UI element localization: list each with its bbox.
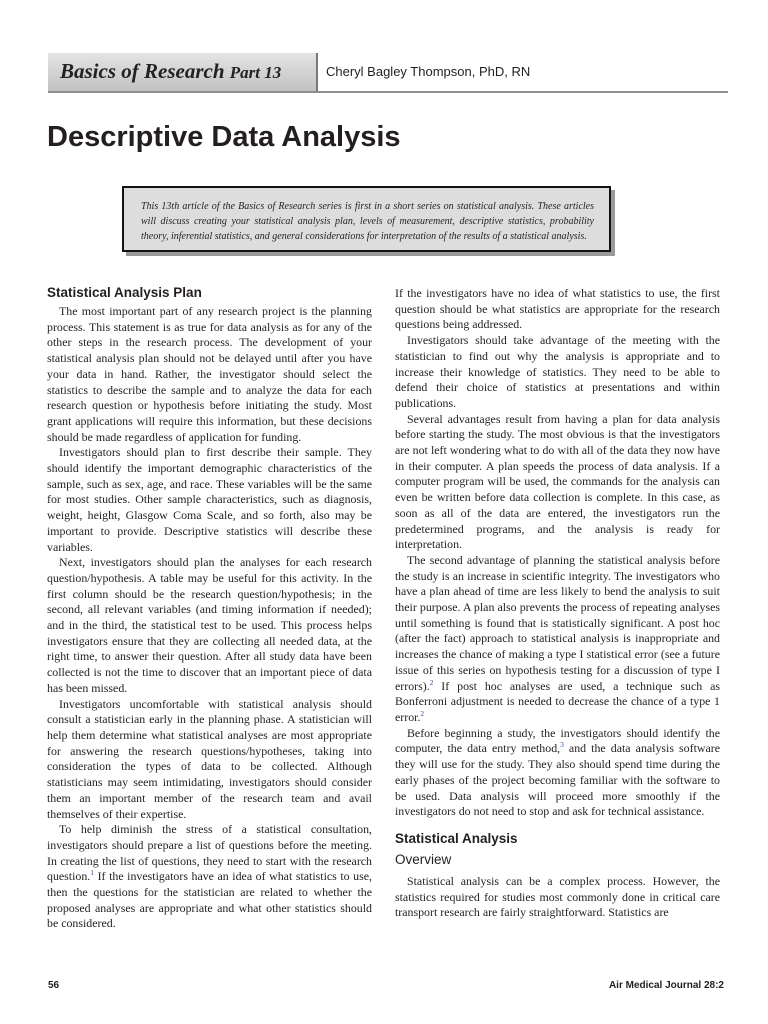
right-column <box>395 286 720 921</box>
series-part: Part 13 <box>229 63 282 82</box>
text-run: If post hoc analyses are used, a technique such as Bonferroni adjustment is needed to decrease the chance of a type 1 error. <box>395 678 720 724</box>
paragraph: Statistical analysis can be a complex process. However, the statistics required for studies most commonly done in critical care transport research are fairly straightforward. Statistics are <box>395 873 720 920</box>
abstract-text: This 13th article of the Basics of Research series is first in a short series on statistical analysis. These articles will discuss creating your statistical analysis plan, levels of measurement, descriptive statistics, probability theory, inferential statistics, and general considerations for interpretation of the results of a statistical analysis. <box>141 201 594 242</box>
series-banner <box>48 53 728 93</box>
paragraph <box>395 553 720 726</box>
text-run: The second advantage of planning the statistical analysis before the study is an increase in scientific integrity. The investigators who have a plan ahead of time are less likely to bend the analysis to suit their purpose. A plan also prevents the process of repeating analyses until something is found that is statistically significant. A post hoc (after the fact) approach to statistical analysis is inappropriate and increases the chance of making a type I statistical error (see a future issue of this series on hypothesis testing for a discussion of type I errors). <box>395 552 720 693</box>
paragraph: Investigators should plan to first describe their sample. They should identify the important demographic characteristics of the sample, such as sex, age, and race. These variables will be the same for most studies. Other sample characteristics, such as diagnosis, weight, height, Glasgow Coma Scale, and so forth, also may be important to provide. Descriptive statistics will describe these variables. <box>47 445 372 554</box>
section-heading-statistical-analysis: Statistical Analysis <box>395 830 518 846</box>
paragraph: Next, investigators should plan the analyses for each research question/hypothesis. A table may be useful for this activity. In the first column should be the research question/hypothesis; in the second, all relevant variables (and timing information if needed); and in the third, the statistical test to be used. This process helps investigators ensure that they are collecting all needed data, at the right time, to answer their question. After all study data have been collected is not the time to discover that an important piece of data has been missed. <box>47 555 372 695</box>
series-name: Basics of Research <box>60 59 225 83</box>
paragraph <box>395 726 720 820</box>
page-number: 56 <box>48 980 60 991</box>
text-run: If the investigators have an idea of what statistics to use, then the questions for the statistician are related to whether the proposed analyses are appropriate and what other statistics should be considered. <box>47 869 372 931</box>
left-column <box>47 284 372 932</box>
citation-link[interactable]: 2 <box>429 677 434 687</box>
text-run: Before beginning a study, the investigators should identify the computer, the data entry method, <box>395 725 720 756</box>
paragraph: The most important part of any research project is the planning process. This statement is as true for data analysis as for any of the other steps in the research process. The development of your statistical analysis plan should not be delayed until after you have your data in hand. Rather, the investigator should select the statistics to describe the sample and to analyze the data for each research question or hypothesis before initiating the study. Most grant applications will require this information, but these decisions should be made regardless of application for funding. <box>47 304 372 444</box>
series-title <box>60 59 281 84</box>
series-title-box <box>48 53 318 91</box>
text-run: and the data analysis software they will use for the study. They also should spend time during the early phases of the project becoming familiar with the software to be used. Data analysis will proceed more smoothly if the investigators do not need to stop and ask for technical assistance. <box>395 741 720 819</box>
article-title: Descriptive Data Analysis <box>47 121 401 153</box>
paragraph: Investigators should take advantage of the meeting with the statistician to find out why the analysis is appropriate and to increase their knowledge of statistics. They need to be able to defend their choice of statistics at presentations and within publications. <box>395 333 720 410</box>
citation-link[interactable]: 3 <box>560 740 564 750</box>
journal-citation: Air Medical Journal 28:2 <box>608 980 724 991</box>
text-run: To help diminish the stress of a statistical consultation, investigators should prepare a list of questions before the meeting. In creating the list of questions, they need to start with the research question. <box>47 822 372 884</box>
paragraph: Several advantages result from having a plan for data analysis before starting the study. The most obvious is that the investigators are not left wondering what to do with all of the data they now have in their computer. A plan speeds the process of data analysis. If a computer program will be used, the commands for the analysis can even be written before data collection is complete. In this case, as soon as all of the data are entered, the investigators run the predetermined programs, and the analysis is ready for interpretation. <box>395 411 720 552</box>
author-byline: Cheryl Bagley Thompson, PhD, RN <box>326 64 531 79</box>
citation-link[interactable]: 1 <box>90 868 95 878</box>
abstract-box <box>122 186 611 252</box>
section-heading-analysis-plan: Statistical Analysis Plan <box>47 285 202 300</box>
citation-link[interactable]: 2 <box>420 708 425 718</box>
paragraph <box>47 822 372 932</box>
paragraph: If the investigators have no idea of what statistics to use, the first question should be what statistics are appropriate for the research questions being addressed. <box>395 286 720 332</box>
subsection-heading-overview: Overview <box>395 851 452 867</box>
paragraph: Investigators uncomfortable with statistical analysis should consult a statistician early in the planning phase. A statistician will help them determine what statistical analyses are most appropriate for answering the research questions/hypotheses, taking into consideration the types of data to be collected. Although statisticians may seem intimidating, investigators should consider them an important member of the research team and avail themselves of their expertise. <box>47 696 372 821</box>
